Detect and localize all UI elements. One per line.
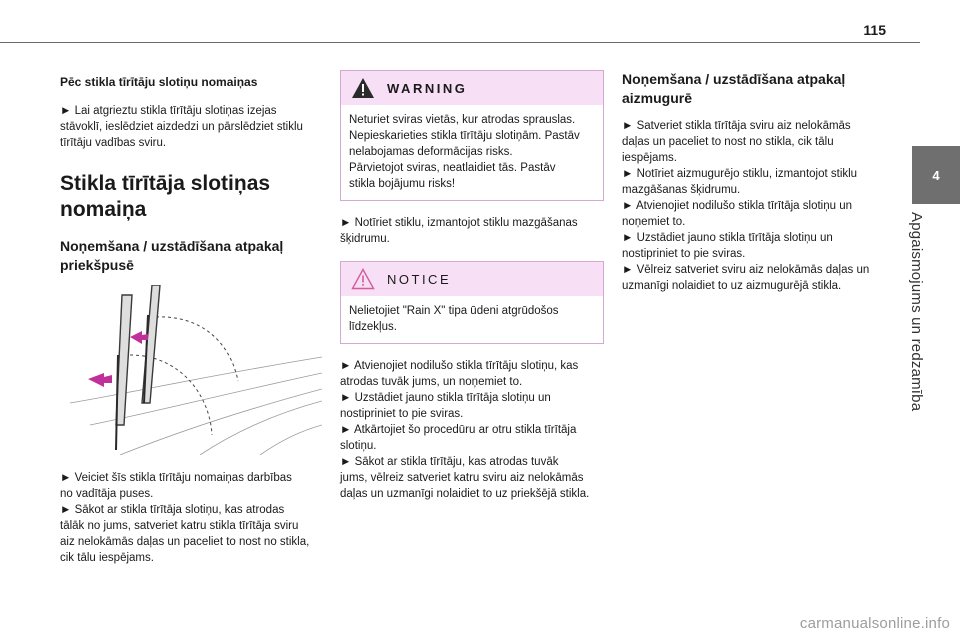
notice-title: NOTICE	[387, 271, 452, 287]
paragraph-front-steps: ► Veiciet šīs stikla tīrītāju nomaiņas darbības no vadītāja puses. ► Sākot ar stikla tīrītāja slotiņu, kas atrodas tālāk no jums, satveriet katru stikla tīrītāja sviru aiz nelokāmās daļas un paceliet to nost no stikla, cik tālu iespējams.	[60, 472, 310, 564]
warning-text: Neturiet sviras vietās, kur atrodas sprauslas. Nepieskarieties stikla tīrītāju slotiņām. Pastāv nelabojamas deformācijas risks. Pārvietojot sviras, neatlaidiet tās. Pastāv stikla bojājumu risks!	[349, 114, 580, 190]
subsection-title-rear: Noņemšana / uzstādīšana atpakaļ aizmugurē	[622, 71, 846, 106]
warning-header	[341, 71, 603, 105]
column-middle	[340, 70, 604, 502]
subsection-title-front: Noņemšana / uzstādīšana atpakaļ priekšpusē	[60, 238, 284, 273]
section-title: Stikla tīrītāja slotiņas nomaiņa	[60, 172, 271, 221]
column-left	[60, 70, 322, 566]
paragraph-rear-steps: ► Satveriet stikla tīrītāja sviru aiz nelokāmās daļas un paceliet to nost no stikla, cik tālu iespējams. ► Notīriet aizmugurējo stiklu, izmantojot stiklu mazgāšanas šķidrumu. ► Atvienojiet nodilušo stikla tīrītāja slotiņu un noņemiet to. ► Uzstādiet jauno stikla tīrītāja slotiņu un nostipriniet to pie sviras. ► Vēlreiz satveriet sviru aiz nelokāmās daļas un uzmanīgi nolaidiet to uz aizmugurējā stikla.	[622, 120, 870, 292]
subhead-after-replacement: Pēc stikla tīrītāju slotiņu nomaiņas	[60, 75, 258, 89]
paragraph-replace-blades: ► Atvienojiet nodilušo stikla tīrītāju slotiņu, kas atrodas tuvāk jums, un noņemiet to. ► Uzstādiet jauno stikla tīrītāja slotiņu un nostipriniet to pie sviras. ► Atkārtojiet šo procedūru ar otru stikla tīrītāja slotiņu. ► Sākot ar stikla tīrītāju, kas atrodas tuvāk jums, vēlreiz satveriet katru sviru aiz nelokāmās daļas un uzmanīgi nolaidiet to uz priekšējā stikla.	[340, 360, 590, 500]
chapter-title-vertical: Apgaismojums un redzamība	[908, 212, 925, 412]
watermark-link[interactable]: carmanualsonline.info	[799, 615, 950, 632]
paragraph-reset-position: ► Lai atgrieztu stikla tīrītāju slotiņas izejas stāvoklī, ieslēdziet aizdedzi un pārslēdziet stiklu tīrītāju vadības sviru.	[60, 105, 303, 149]
page-number: 115	[863, 22, 886, 38]
wiper-illustration	[60, 285, 322, 455]
notice-text: Nelietojiet "Rain X" tipa ūdeni atgrūdošos līdzekļus.	[349, 305, 559, 333]
warning-box	[340, 70, 604, 201]
warning-triangle-icon	[351, 77, 375, 99]
notice-header	[341, 262, 603, 296]
top-rule	[0, 42, 920, 43]
column-right	[622, 70, 888, 294]
paragraph-clean-glass: ► Notīriet stiklu, izmantojot stiklu mazgāšanas šķidrumu.	[340, 217, 578, 245]
chapter-tab[interactable]: 4	[912, 146, 960, 204]
notice-box	[340, 261, 604, 344]
notice-triangle-icon	[351, 268, 375, 290]
warning-title: WARNING	[387, 80, 468, 96]
